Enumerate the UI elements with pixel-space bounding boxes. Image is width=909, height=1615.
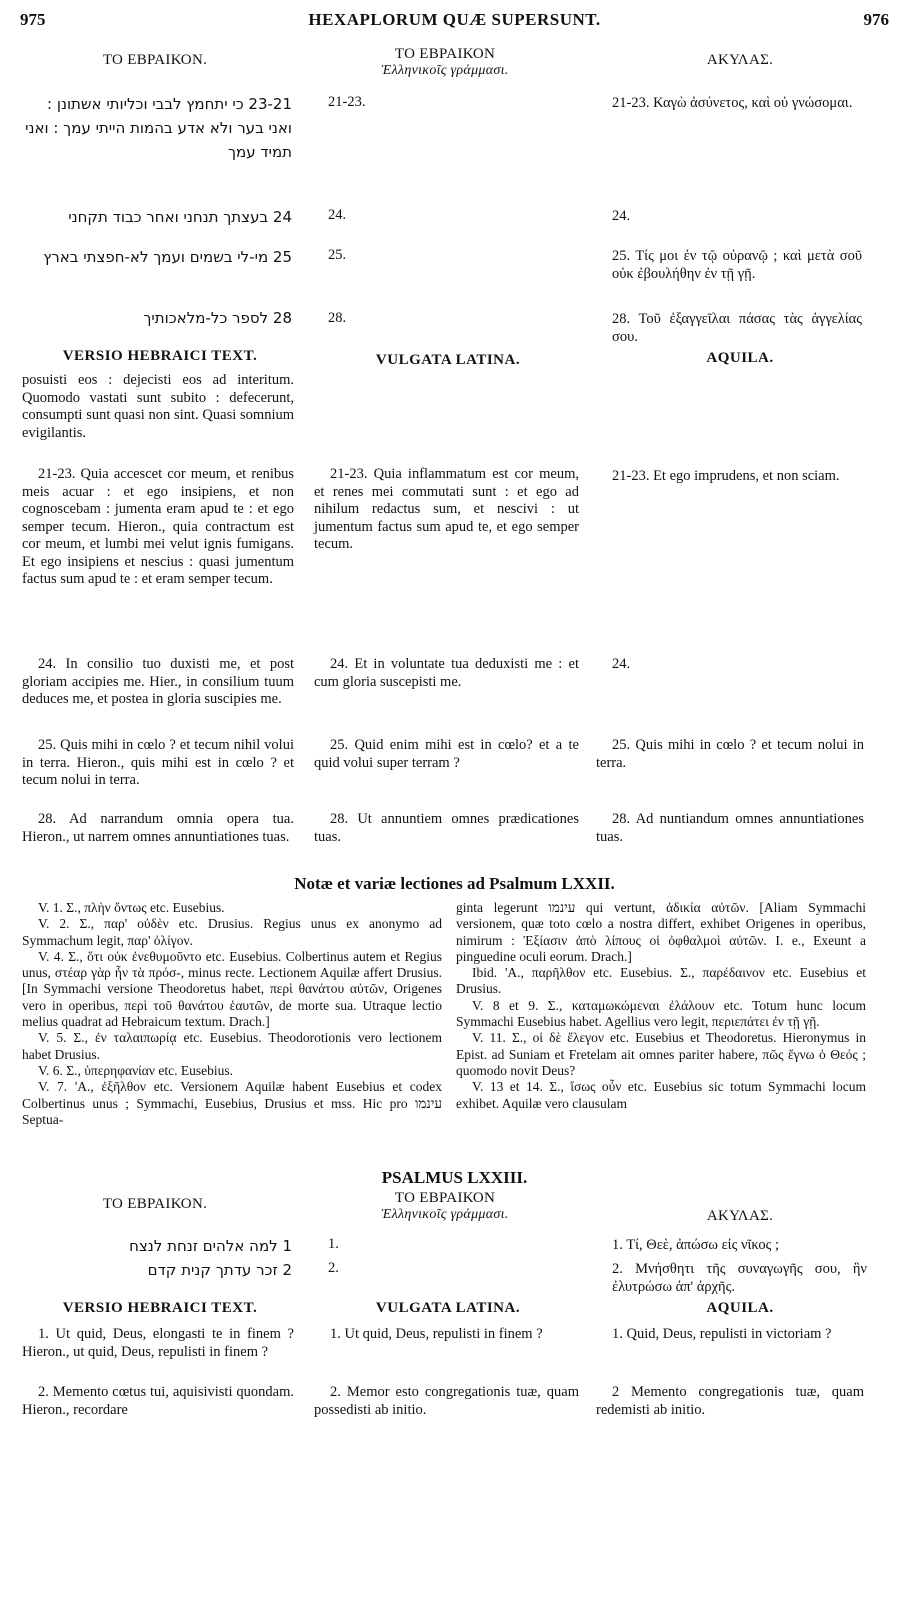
- translit-cell: 25.: [328, 247, 347, 263]
- latin-head-versio: VERSIO HEBRAICI TEXT.: [62, 1300, 258, 1316]
- column-head-transliteration-title: ΤΟ ΕΒΡΑΙΚΟΝ: [394, 1190, 496, 1206]
- vulgata-cell: 24. Et in voluntate tua deduxisti me : et cum gloria suscepisti me.: [314, 656, 579, 690]
- versio-cell: 25. Quis mihi in cœlo ? et tecum nihil volui in terra. Hieron., quis mihi est in cœlo ? et tecum nolui in terra.: [22, 737, 294, 788]
- aquila-latin-cell: 2 Memento congregationis tuæ, quam redemisti ab initio.: [596, 1384, 864, 1418]
- hebrew-cell: 24 בעצתך תנחני ואחר כבוד תקחני: [68, 208, 292, 226]
- note-paragraph: ginta legerunt עינמו qui vertunt, ἀδικία αὐτῶν. [Aliam Symmachi versionem, quæ toto cœlo a nostra differt, exhibet Origenes in operibus, nimirum : Ἐξίασιν ἀπὸ λίπους οἱ ὀφθαλμοὶ αὐτῶν. I. e., Exeunt a pinguedine oculi eorum. Drach.]: [456, 900, 866, 964]
- versio-cell: 2. Memento cœtus tui, aquisivisti quondam. Hieron., recordare: [22, 1384, 294, 1418]
- column-head-hebrew: ΤΟ ΕΒΡΑΙΚΟΝ.: [102, 52, 208, 68]
- translit-cell: 21-23.: [328, 94, 366, 110]
- latin-head-vulgata: VULGATA LATINA.: [375, 352, 521, 368]
- note-paragraph: V. 8 et 9. Σ., καταμωκώμεναι ἐλάλουν etc. Totum hunc locum Symmachi Eusebius habet. Agellius vero legit, περιεπάτει ἐν τῇ γῇ.: [456, 997, 866, 1030]
- aquila-cell: 1. Τί, Θεὲ, ἀπώσω εἰς νῖκος ;: [612, 1237, 780, 1253]
- hebrew-cell: 2 זכר עדתך קנית קדם: [147, 1261, 292, 1279]
- column-head-aquila: ΑΚΥΛΑΣ.: [706, 1208, 774, 1224]
- aquila-cell: 28. Τοῦ ἐξαγγεῖλαι πάσας τὰς ἀγγελίας σου.: [612, 311, 862, 345]
- notes-left-column: [22, 900, 442, 1128]
- page-number-right: 976: [863, 10, 889, 29]
- vulgata-cell: 28. Ut annuntiem omnes prædicationes tuas.: [314, 811, 579, 845]
- notes-right-column: [456, 900, 866, 1112]
- notes-title: Notæ et variæ lectiones ad Psalmum LXXII.: [294, 874, 615, 893]
- vulgata-cell: 21-23. Quia inflammatum est cor meum, et renes mei commutati sunt : et ego ad nihilum redactus sum, et nescivi : ut jumentum factus sum apud te, et ego semper tecum.: [314, 466, 579, 552]
- versio-cell: 24. In consilio tuo duxisti me, et post gloriam accipies me. Hier., in consilium tuum deduces me, et postea in gloria suscipies me.: [22, 656, 294, 707]
- latin-head-versio: VERSIO HEBRAICI TEXT.: [62, 348, 258, 364]
- running-title: HEXAPLORUM QUÆ SUPERSUNT.: [308, 10, 601, 29]
- translit-cell: 28.: [328, 310, 347, 326]
- aquila-cell: 25. Τίς μοι ἐν τῷ οὐρανῷ ; καὶ μετὰ σοῦ οὐκ ἐβουλήθην ἐν τῇ γῇ.: [612, 248, 862, 282]
- latin-head-aquila: AQUILA.: [706, 1300, 774, 1316]
- column-head-transliteration: [320, 1190, 570, 1223]
- aquila-cell: 21-23. Καγὼ ἀσύνετος, καὶ οὐ γνώσομαι.: [612, 95, 853, 111]
- column-head-transliteration-sub: Ἑλληνικοῖς γράμμασι.: [381, 1207, 509, 1222]
- aquila-cell: 2. Μνήσθητι τῆς συναγωγῆς σου, ἣν ἐλυτρώσω ἀπ' ἀρχῆς.: [612, 1261, 867, 1295]
- aquila-latin-cell: 21-23. Et ego imprudens, et non sciam.: [612, 468, 840, 484]
- note-paragraph: V. 2. Σ., παρ' οὐδὲν etc. Drusius. Regius unus ex anonymo ad Symmachum legit, παρ' ὀλίγον.: [22, 916, 442, 948]
- aquila-cell: 24.: [612, 208, 631, 224]
- aquila-latin-cell: 1. Quid, Deus, repulisti in victoriam ?: [612, 1326, 832, 1342]
- latin-head-aquila: AQUILA.: [706, 350, 774, 366]
- versio-cell: 1. Ut quid, Deus, elongasti te in finem ? Hieron., ut quid, Deus, repulisti in finem ?: [22, 1326, 294, 1360]
- translit-cell: 2.: [328, 1260, 339, 1276]
- column-head-hebrew: ΤΟ ΕΒΡΑΙΚΟΝ.: [102, 1196, 208, 1212]
- note-paragraph: V. 13 et 14. Σ., ἴσως οὖν etc. Eusebius sic totum Symmachi locum exhibet. Aquilæ vero clausulam: [456, 1079, 866, 1111]
- note-paragraph: Ibid. 'Α., παρῆλθον etc. Eusebius. Σ., παρέδαινον etc. Eusebius et Drusius.: [456, 965, 866, 997]
- hebrew-cell: 28 לספר כל-מלאכותיך: [143, 309, 292, 327]
- versio-cell: 28. Ad narrandum omnia opera tua. Hieron., ut narrem omnes annuntiationes tuas.: [22, 811, 294, 845]
- vulgata-cell: 2. Memor esto congregationis tuæ, quam possedisti ab initio.: [314, 1384, 579, 1418]
- note-paragraph: V. 5. Σ., ἐν ταλαιπωρίᾳ etc. Eusebius. Theodorotionis vero lectionem habet Drusius.: [22, 1030, 442, 1062]
- column-head-transliteration-sub: Ἑλληνικοῖς γράμμασι.: [381, 63, 509, 78]
- latin-head-vulgata: VULGATA LATINA.: [375, 1300, 521, 1316]
- page-number-left: 975: [20, 10, 46, 29]
- vulgata-cell: 1. Ut quid, Deus, repulisti in finem ?: [330, 1326, 543, 1342]
- note-paragraph: V. 1. Σ., πλὴν ὄντως etc. Eusebius.: [38, 900, 225, 915]
- column-head-transliteration: [320, 46, 570, 79]
- translit-cell: 1.: [328, 1236, 339, 1252]
- column-head-aquila: ΑΚΥΛΑΣ.: [706, 52, 774, 68]
- note-paragraph: V. 4. Σ., ὅτι οὐκ ἐνεθυμοῦντο etc. Eusebius. Colbertinus autem et Regius unus, στέαρ γὰρ ἦν τὰ πρόσ-, minus recte. Lectionem Aquilæ affert Drusius. [In Symmachi versione Theodoretus habet, περὶ θανάτου αὐτῶν, Origenes vero in operibus, περὶ τοῦ θανάτου ἑαυτῶν, de morte sua. Utraque lectio melius quadrat ad Hebraicum textum. Drach.]: [22, 948, 442, 1030]
- note-paragraph: V. 7. 'Α., ἐξῆλθον etc. Versionem Aquilæ habent Eusebius et codex Colbertinus unus ; Symmachi, Eusebius, Drusius et mss. Hic pro עינמו Septua-: [22, 1079, 442, 1127]
- latin-intro: posuisti eos : dejecisti eos ad interitum. Quomodo vastati sunt subito : defecerunt, consumpti sunt quasi non sint. Quasi somnium evigilantis.: [22, 372, 294, 441]
- psalm-title: PSALMUS LXXIII.: [381, 1168, 528, 1187]
- running-header: [20, 10, 889, 36]
- vulgata-cell: 25. Quid enim mihi est in cœlo? et a te quid volui super terram ?: [314, 737, 579, 771]
- note-paragraph: V. 6. Σ., ὑπερηφανίαν etc. Eusebius.: [38, 1062, 233, 1078]
- hebrew-cell: 1 למה אלהים זנחת לנצח: [129, 1237, 292, 1255]
- aquila-latin-cell: 28. Ad nuntiandum omnes annuntiationes tuas.: [596, 811, 864, 845]
- hebrew-cell: 25 מי-לי בשמים ועמך לא-חפצתי בארץ: [43, 248, 292, 266]
- aquila-latin-cell: 25. Quis mihi in cœlo ? et tecum nolui in terra.: [596, 737, 864, 771]
- hebrew-cell: 23-21 כי יתחמץ לבבי וכליותי אשתונן : ואני בער ולא אדע בהמות הייתי עמך : ואני תמיד עמך: [25, 95, 292, 161]
- column-head-transliteration-title: ΤΟ ΕΒΡΑΙΚΟΝ: [394, 46, 496, 62]
- translit-cell: 24.: [328, 207, 347, 223]
- note-paragraph: V. 11. Σ., οἱ δὲ ἔλεγον etc. Eusebius et Theodoretus. Hieronymus in Epist. ad Suniam et Fretelam ait omnes pariter habere, πῶς ἔγνω ὁ Θεός ; quomodo novit Deus?: [456, 1030, 866, 1078]
- aquila-latin-cell: 24.: [612, 656, 631, 672]
- versio-cell: 21-23. Quia accescet cor meum, et renibus meis acuar : et ego insipiens, et non cognoscebam : jumenta eram apud te : et ego semper tecum. Hieron., quia contractum est cor meum, et lumbi mei velut ignis fumigans. Et ego insipiens et nescius : quasi jumentum factus sum apud te : et eram semper tecum.: [22, 466, 294, 587]
